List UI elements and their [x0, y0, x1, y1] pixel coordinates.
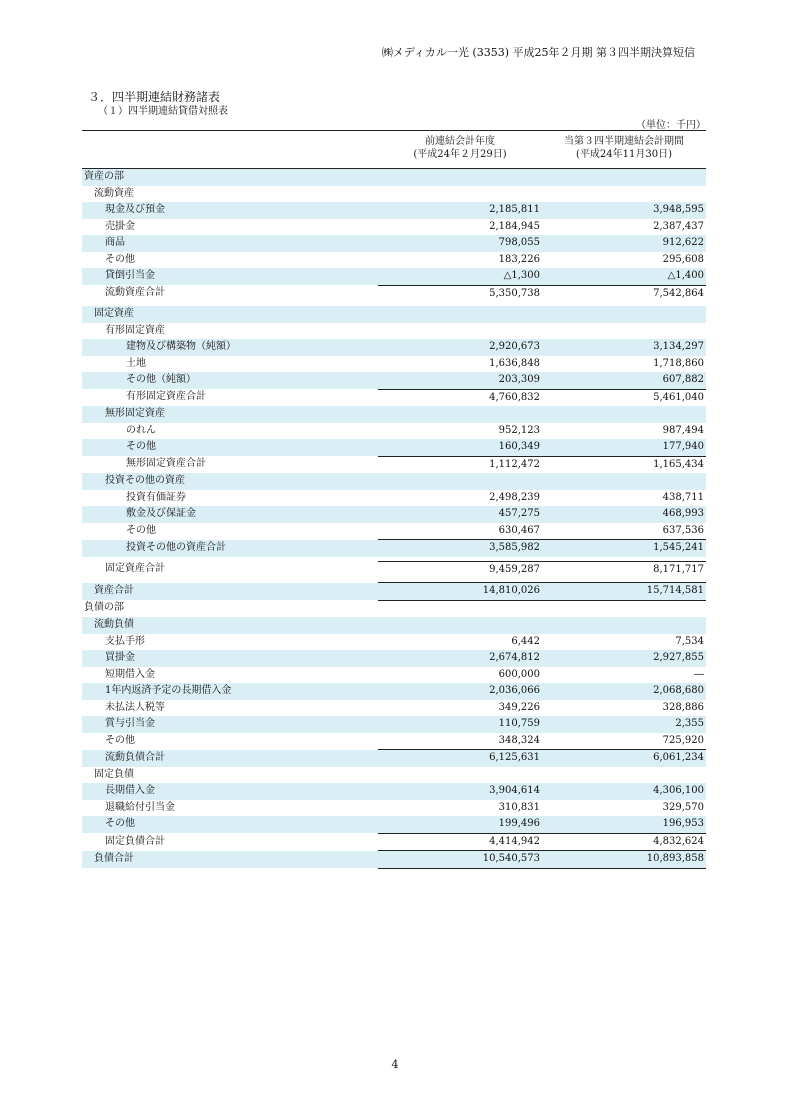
- prev-period-value: 2,185,811: [378, 202, 542, 219]
- curr-period-value: 912,622: [542, 235, 706, 252]
- row-label: 1年内返済予定の長期借入金: [82, 683, 378, 700]
- curr-period-value: 3,948,595: [542, 202, 706, 219]
- prev-period-value: 457,275: [378, 506, 542, 523]
- row-label: 売掛金: [105, 220, 135, 232]
- balance-sheet-table: [82, 130, 706, 869]
- curr-period-value: 468,993: [542, 506, 706, 523]
- curr-period-value: 7,542,864: [542, 285, 706, 302]
- prev-period-title: 前連結会計年度: [425, 136, 495, 147]
- curr-period-value: 328,886: [662, 701, 704, 713]
- row-label: その他: [105, 253, 135, 265]
- row-label: 賞与引当金: [82, 716, 378, 733]
- table-row: [82, 473, 706, 490]
- row-label: その他: [82, 816, 378, 833]
- prev-period-value: 3,585,982: [378, 540, 542, 557]
- table-row: [82, 406, 706, 423]
- curr-period-value: 987,494: [662, 424, 704, 436]
- row-label: 流動資産: [94, 187, 134, 199]
- table-row: [82, 600, 706, 617]
- table-row: [82, 169, 706, 186]
- table-row: [82, 339, 706, 356]
- document-header: ㈱メディカル一光 (3353) 平成25年２月期 第３四半期決算短信: [381, 46, 695, 59]
- row-label: 流動資産合計: [105, 287, 165, 299]
- curr-period-value: 2,927,855: [542, 650, 706, 667]
- table-row: [82, 750, 706, 767]
- curr-period-value: [542, 406, 706, 423]
- row-label: 有形固定資産: [105, 324, 165, 336]
- curr-period-value: [542, 306, 706, 323]
- row-label: 退職給付引当金: [105, 801, 175, 813]
- curr-period-value: 329,570: [662, 801, 704, 813]
- curr-period-value: 10,893,858: [542, 851, 706, 869]
- row-label: 短期借入金: [105, 668, 155, 680]
- curr-period-value: 1,165,434: [542, 456, 706, 473]
- row-label: 投資その他の資産合計: [82, 540, 378, 557]
- prev-period-value: 203,309: [378, 372, 542, 389]
- section-subtitle: （１）四半期連結貸借対照表: [98, 106, 228, 117]
- curr-period-value: 2,068,680: [542, 683, 706, 700]
- table-row: [82, 202, 706, 219]
- table-row: [82, 583, 706, 601]
- row-label: 固定負債合計: [105, 835, 165, 847]
- prev-period-value: 9,459,287: [378, 561, 542, 578]
- row-label: 固定資産合計: [105, 563, 165, 575]
- row-label: 固定負債: [94, 768, 134, 780]
- prev-period-value: 952,123: [498, 424, 540, 436]
- prev-period-value: [378, 186, 542, 203]
- prev-period-value: 310,831: [498, 801, 540, 813]
- table-row: [82, 523, 706, 540]
- row-label: 長期借入金: [82, 783, 378, 800]
- prev-period-value: 1,636,848: [489, 357, 540, 369]
- curr-period-value: [542, 767, 706, 784]
- table-row: [82, 235, 706, 252]
- row-label: 投資有価証券: [126, 491, 186, 503]
- curr-period-value: 2,355: [542, 716, 706, 733]
- table-row: [82, 252, 706, 269]
- prev-period-value: [378, 617, 542, 634]
- row-label: 固定資産: [82, 306, 378, 323]
- curr-period-value: [542, 600, 706, 617]
- row-label: 建物及び構築物（純額）: [82, 339, 378, 356]
- row-label: 敷金及び保証金: [82, 506, 378, 523]
- curr-period-value: [542, 617, 706, 634]
- table-row: [82, 219, 706, 236]
- table-row: [82, 540, 706, 557]
- table-row: [82, 423, 706, 440]
- prev-period-value: [378, 767, 542, 784]
- table-row: [82, 783, 706, 800]
- prev-period-value: 2,184,945: [489, 220, 540, 232]
- page-number: 4: [391, 1058, 399, 1071]
- prev-period-value: 199,496: [378, 816, 542, 833]
- table-row: [82, 506, 706, 523]
- table-row: [82, 490, 706, 507]
- prev-period-value: 2,920,673: [378, 339, 542, 356]
- curr-period-value: 1,718,860: [653, 357, 704, 369]
- row-label: 土地: [126, 357, 146, 369]
- prev-period-value: 10,540,573: [378, 851, 542, 869]
- row-label: 未払法人税等: [105, 701, 165, 713]
- row-label: 投資その他の資産: [82, 473, 378, 490]
- table-row: [82, 733, 706, 750]
- curr-period-value: 1,545,241: [542, 540, 706, 557]
- table-row: [82, 650, 706, 667]
- prev-period-value: △1,300: [378, 268, 542, 285]
- prev-period-value: 183,226: [498, 253, 540, 265]
- prev-period-value: 14,810,026: [378, 583, 542, 601]
- table-row: [82, 700, 706, 717]
- prev-period-value: 630,467: [498, 524, 540, 536]
- table-row: [82, 439, 706, 456]
- prev-period-value: 1,112,472: [378, 456, 542, 473]
- prev-period-value: 5,350,738: [378, 285, 542, 302]
- prev-period-value: 4,414,942: [378, 833, 542, 851]
- section-title: ３．四半期連結財務諸表: [88, 90, 221, 104]
- prev-period-value: 4,760,832: [378, 389, 542, 406]
- curr-period-value: 5,461,040: [542, 389, 706, 406]
- row-label: 流動負債合計: [82, 750, 378, 767]
- prev-period-value: [378, 306, 542, 323]
- curr-period-value: 196,953: [542, 816, 706, 833]
- curr-period-value: 4,306,100: [542, 783, 706, 800]
- curr-period-value: 8,171,717: [542, 561, 706, 578]
- curr-period-value: 607,882: [542, 372, 706, 389]
- row-label: 無形固定資産: [82, 406, 378, 423]
- row-label: 流動負債: [82, 617, 378, 634]
- prev-period-value: [378, 473, 542, 490]
- table-row: [82, 285, 706, 302]
- table-header-row: [82, 131, 706, 169]
- prev-period-value: 349,226: [498, 701, 540, 713]
- table-row: [82, 356, 706, 373]
- table-row: [82, 816, 706, 833]
- prev-period-value: [378, 406, 542, 423]
- prev-period-date: (平成24年２月29日): [413, 149, 507, 160]
- curr-period-value: [542, 323, 706, 340]
- prev-period-value: 3,904,614: [378, 783, 542, 800]
- row-label: 負債の部: [84, 602, 124, 614]
- curr-period-value: 3,134,297: [542, 339, 706, 356]
- prev-period-value: 160,349: [378, 439, 542, 456]
- row-label: 貸倒引当金: [82, 268, 378, 285]
- curr-period-value: 438,711: [662, 491, 704, 503]
- table-row: [82, 306, 706, 323]
- curr-period-value: △1,400: [542, 268, 706, 285]
- row-label: 資産の部: [82, 169, 378, 186]
- curr-period-value: 725,920: [662, 734, 704, 746]
- table-row: [82, 268, 706, 285]
- curr-period-date: (平成24年11月30日): [576, 149, 672, 160]
- table-row: [82, 716, 706, 733]
- prev-period-value: 348,324: [498, 734, 540, 746]
- curr-period-title: 当第３四半期連結会計期間: [564, 136, 684, 147]
- curr-period-value: 295,608: [662, 253, 704, 265]
- label-column-header: [82, 131, 378, 169]
- table-row: [82, 851, 706, 869]
- row-label: のれん: [126, 424, 156, 436]
- curr-period-value: [542, 186, 706, 203]
- table-row: [82, 800, 706, 817]
- unit-label: （単位：千円）: [636, 120, 706, 131]
- table-row: [82, 389, 706, 406]
- row-label: その他: [82, 439, 378, 456]
- table-row: [82, 634, 706, 651]
- table-row: [82, 767, 706, 784]
- prev-period-value: 110,759: [378, 716, 542, 733]
- table-row: [82, 323, 706, 340]
- curr-period-value: ―: [694, 668, 704, 680]
- row-label: 買掛金: [82, 650, 378, 667]
- prev-period-value: [378, 600, 542, 617]
- curr-period-value: 15,714,581: [542, 583, 706, 601]
- curr-period-value: 177,940: [542, 439, 706, 456]
- prev-period-header: [378, 131, 542, 169]
- curr-period-value: 637,536: [662, 524, 704, 536]
- prev-period-value: 6,442: [511, 635, 540, 647]
- row-label: その他（純額）: [82, 372, 378, 389]
- prev-period-value: 2,674,812: [378, 650, 542, 667]
- curr-period-value: [542, 169, 706, 186]
- table-row: [82, 833, 706, 851]
- prev-period-value: 2,036,066: [378, 683, 542, 700]
- table-row: [82, 456, 706, 473]
- curr-period-value: 6,061,234: [542, 750, 706, 767]
- curr-period-value: 4,832,624: [542, 833, 706, 851]
- curr-period-header: [542, 131, 706, 169]
- row-label: 無形固定資産合計: [126, 458, 206, 470]
- prev-period-value: 600,000: [498, 668, 540, 680]
- row-label: 資産合計: [82, 583, 378, 601]
- curr-period-value: 2,387,437: [653, 220, 704, 232]
- table-row: [82, 667, 706, 684]
- prev-period-value: 2,498,239: [489, 491, 540, 503]
- table-row: [82, 561, 706, 578]
- curr-period-value: 7,534: [675, 635, 704, 647]
- row-label: その他: [105, 734, 135, 746]
- curr-period-value: [542, 473, 706, 490]
- table-row: [82, 617, 706, 634]
- prev-period-value: 798,055: [378, 235, 542, 252]
- prev-period-value: [378, 169, 542, 186]
- prev-period-value: 6,125,631: [378, 750, 542, 767]
- table-row: [82, 186, 706, 203]
- row-label: 現金及び預金: [82, 202, 378, 219]
- table-row: [82, 372, 706, 389]
- row-label: その他: [126, 524, 156, 536]
- row-label: 有形固定資産合計: [126, 391, 206, 403]
- row-label: 商品: [82, 235, 378, 252]
- row-label: 負債合計: [82, 851, 378, 869]
- prev-period-value: [378, 323, 542, 340]
- row-label: 支払手形: [105, 635, 145, 647]
- balance-sheet-body: [82, 169, 706, 869]
- table-row: [82, 683, 706, 700]
